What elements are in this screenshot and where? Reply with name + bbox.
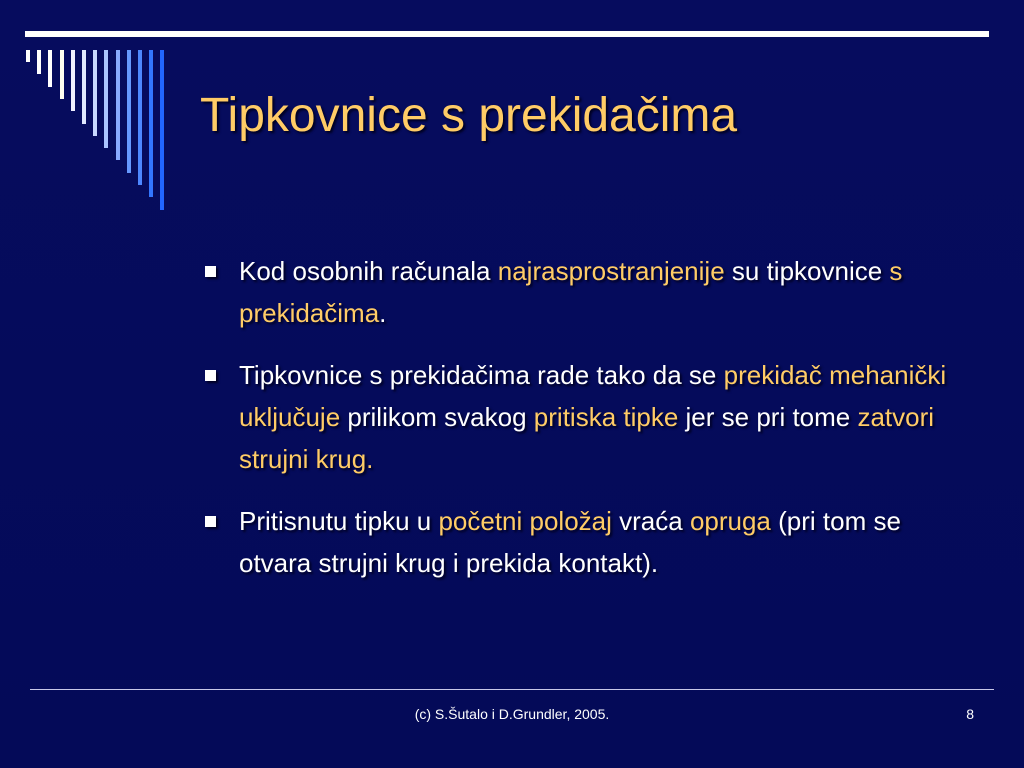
footer-copyright: (c) S.Šutalo i D.Grundler, 2005. (414, 706, 610, 722)
highlighted-text: prekidač mehanički uključuje (239, 360, 947, 432)
highlighted-text: opruga (689, 506, 771, 536)
slide-title: Tipkovnice s prekidačima (200, 89, 738, 142)
decorative-stripe (160, 50, 164, 210)
bullet-text: Kod osobnih računala (239, 256, 498, 286)
decorative-stripe (26, 50, 30, 62)
decorative-stripe (37, 50, 41, 74)
decorative-stripe (116, 50, 120, 160)
square-bullet-icon (205, 516, 216, 527)
bullet-text: su tipkovnice (724, 256, 890, 286)
decorative-stripe (104, 50, 108, 148)
square-bullet-icon (205, 370, 216, 381)
decorative-stripe (93, 50, 97, 136)
bullet-text: Pritisnutu tipku u (239, 506, 439, 536)
bullet-list (205, 250, 965, 604)
decorative-stripes (26, 50, 176, 210)
highlighted-text: pritiska tipke (533, 402, 679, 432)
decorative-stripe (149, 50, 153, 197)
bullet-text: . (379, 298, 387, 328)
highlighted-text: početni položaj (438, 506, 612, 536)
bullet-item (205, 250, 965, 334)
bullet-text: jer se pri tome (678, 402, 858, 432)
bullet-text: prilikom svakog (340, 402, 534, 432)
bottom-rule-divider (30, 689, 994, 690)
bullet-item (205, 500, 965, 584)
decorative-stripe (71, 50, 75, 111)
bullet-text: Tipkovnice s prekidačima rade tako da se (239, 360, 724, 390)
decorative-stripe (60, 50, 64, 99)
decorative-stripe (82, 50, 86, 124)
highlighted-text: zatvori strujni krug. (239, 402, 935, 474)
bullet-text: vraća (611, 506, 690, 536)
highlighted-text: najrasprostranjenije (497, 256, 725, 286)
highlighted-text: s prekidačima (239, 256, 903, 328)
page-number: 8 (966, 706, 974, 722)
bullet-text: (pri tom se otvara strujni krug i prekida kontakt). (239, 506, 901, 578)
decorative-stripe (127, 50, 131, 173)
square-bullet-icon (205, 266, 216, 277)
decorative-stripe (138, 50, 142, 185)
decorative-stripe (48, 50, 52, 87)
bullet-item (205, 354, 965, 480)
top-rule-divider (25, 31, 989, 37)
